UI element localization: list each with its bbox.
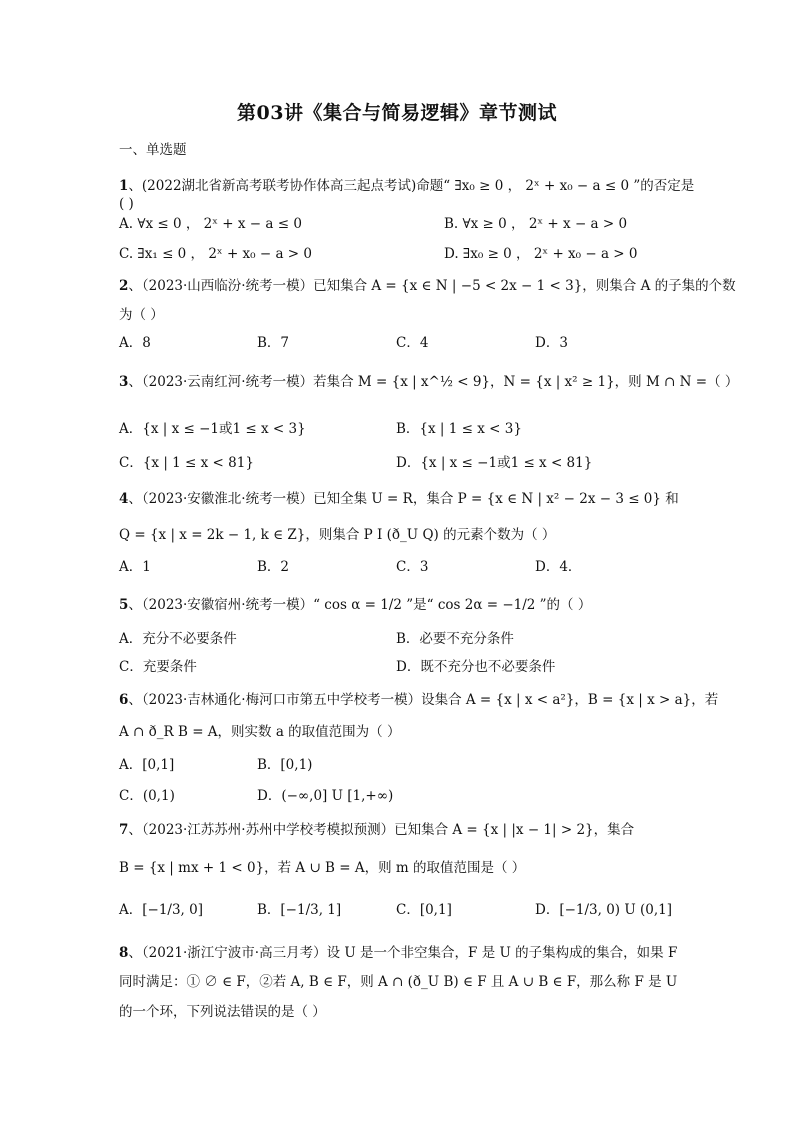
question-3 [119, 372, 738, 392]
q5-option-d: D．既不充分也不必要条件 [396, 659, 556, 675]
question-text: 、（2023·安徽淮北·统考一模）已知全集 U = R，集合 P = {x ∈ N | x² − 2x − 3 ≤ 0} 和 [128, 491, 679, 507]
question-number: 2 [119, 278, 129, 294]
question-6 [119, 690, 718, 710]
question-number: 7 [119, 822, 129, 838]
q5-option-b: B．必要不充分条件 [396, 631, 514, 647]
q3-option-a: A．{x | x ≤ −1或1 ≤ x < 3} [119, 421, 306, 437]
q4-option-d: D．4． [535, 559, 582, 575]
question-8-line3: 的一个环，下列说法错误的是（ ） [119, 1004, 326, 1020]
question-text: 、(2022湖北省新高考联考协作体高三起点考试)命题“ ∃x₀ ≥ 0 ， 2ˣ + x₀ − a ≤ 0 ”的否定是 [128, 178, 695, 194]
q2-option-a: A．8 [119, 335, 151, 351]
q7-option-a: A．[−1/3, 0] [119, 902, 203, 918]
page-title: 第03讲《集合与简易逻辑》章节测试 [237, 102, 557, 124]
question-6-line2: A ∩ ð_R B = A，则实数 a 的取值范围为（ ） [119, 724, 401, 740]
question-text: 、（2023·山西临汾·统考一模）已知集合 A = {x ∈ N | −5 < 2x − 1 < 3}，则集合 A 的子集的个数 [128, 278, 736, 294]
q4-option-a: A．1 [119, 559, 151, 575]
question-number: 1 [119, 178, 129, 194]
q6-option-d: D．(−∞,0] U [1,+∞) [257, 788, 394, 804]
question-number: 6 [119, 692, 129, 708]
question-text: 、（2023·吉林通化·梅河口市第五中学校考一模）设集合 A = {x | x < a²}，B = {x | x > a}，若 [128, 692, 719, 708]
question-4-line2: Q = {x | x = 2k − 1, k ∈ Z}，则集合 P I (ð_U Q) 的元素个数为（ ） [119, 527, 556, 543]
q2-option-b: B．7 [257, 335, 290, 351]
question-2 [119, 276, 736, 296]
question-5 [119, 595, 591, 615]
question-text: 、（2023·江苏苏州·苏州中学校考模拟预测）已知集合 A = {x | |x − 1| > 2}，集合 [128, 822, 635, 838]
question-text: 、（2021·浙江宁波市·高三月考）设 U 是一个非空集合，F 是 U 的子集构成的集合，如果 F [128, 945, 678, 961]
q7-option-c: C．[0,1] [396, 902, 452, 918]
q1-option-b: B. ∀x ≥ 0 ， 2ˣ + x − a > 0 [444, 216, 628, 232]
section-heading: 一、单选题 [119, 142, 187, 158]
q2-option-c: C．4 [396, 335, 429, 351]
question-number: 4 [119, 491, 129, 507]
q3-option-c: C．{x | 1 ≤ x < 81} [119, 455, 254, 471]
question-number: 8 [119, 945, 129, 961]
q6-option-c: C．(0,1) [119, 788, 175, 804]
q5-option-a: A．充分不必要条件 [119, 631, 237, 647]
question-text: 、（2023·云南红河·统考一模）若集合 M = {x | x^½ < 9}，N = {x | x² ≥ 1}，则 M ∩ N =（ ） [128, 374, 739, 390]
q7-option-d: D．[−1/3, 0) U (0,1] [535, 902, 673, 918]
q1-option-c: C. ∃x₁ ≤ 0 ， 2ˣ + x₀ − a > 0 [119, 246, 313, 262]
q6-option-b: B．[0,1) [257, 757, 313, 773]
question-number: 3 [119, 374, 129, 390]
q5-option-c: C．充要条件 [119, 659, 197, 675]
question-number: 5 [119, 597, 129, 613]
q6-option-a: A．[0,1] [119, 757, 175, 773]
q4-option-b: B．2 [257, 559, 290, 575]
question-7-line2: B = {x | mx + 1 < 0}，若 A ∪ B = A，则 m 的取值范围是（ ） [119, 860, 526, 876]
question-4 [119, 489, 679, 509]
q1-option-d: D. ∃x₀ ≥ 0 ， 2ˣ + x₀ − a > 0 [444, 246, 638, 262]
q4-option-c: C．3 [396, 559, 429, 575]
question-7 [119, 820, 634, 840]
question-8 [119, 943, 677, 963]
question-1-line2: ( ) [119, 196, 134, 212]
question-2-line2: 为（ ） [119, 307, 164, 323]
question-text: 、（2023·安徽宿州·统考一模）“ cos α = 1/2 ”是“ cos 2α = −1/2 ”的（ ） [128, 597, 592, 613]
q2-option-d: D．3 [535, 335, 568, 351]
q1-option-a: A. ∀x ≤ 0 ， 2ˣ + x − a ≤ 0 [119, 216, 302, 232]
q7-option-b: B．[−1/3, 1] [257, 902, 342, 918]
question-8-line2: 同时满足：① ∅ ∈ F，②若 A, B ∈ F，则 A ∩ (ð_U B) ∈ F 且 A ∪ B ∈ F，那么称 F 是 U [119, 974, 678, 990]
q3-option-d: D．{x | x ≤ −1或1 ≤ x < 81} [396, 455, 593, 471]
question-1 [119, 176, 694, 196]
q3-option-b: B．{x | 1 ≤ x < 3} [396, 421, 522, 437]
